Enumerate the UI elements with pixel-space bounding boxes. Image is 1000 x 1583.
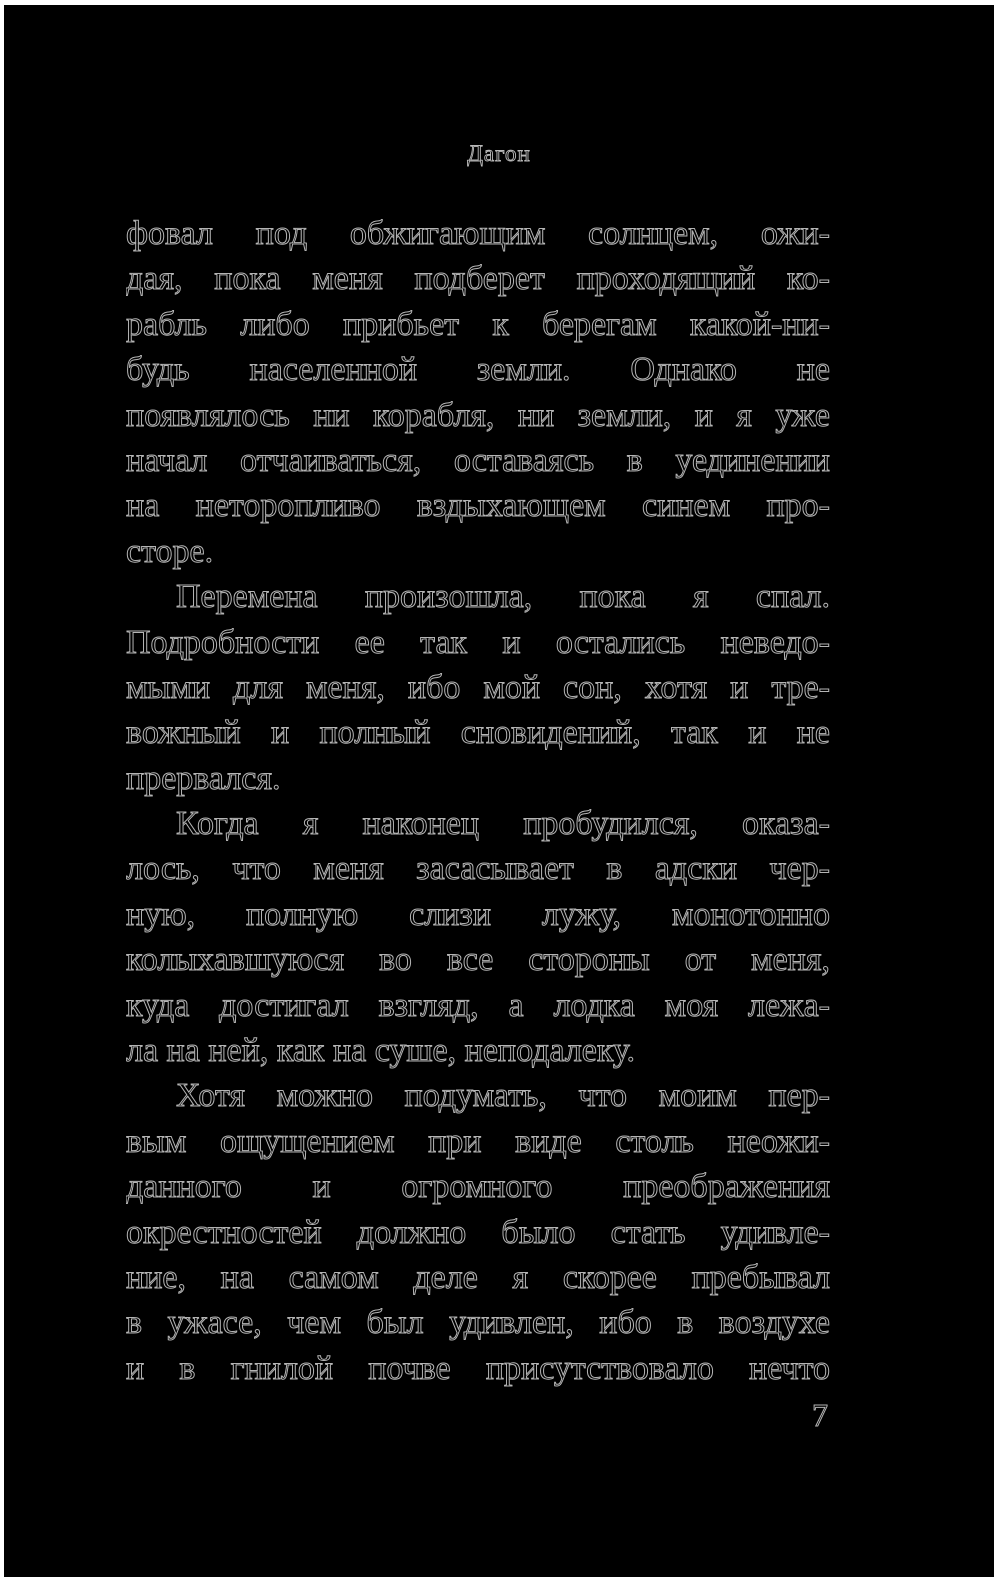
text-line: вожный и полный сновидений, так и не — [126, 714, 830, 752]
text-line: фовал под обжигающим солнцем, ожи- — [126, 215, 830, 252]
text-line: сторе. — [126, 532, 214, 570]
text-line: Хотя можно подумать, что моим пер- — [176, 1077, 830, 1115]
text-line: и в гнилой почве присутствовало нечто — [126, 1349, 830, 1387]
text-line: колыхавшуюся во все стороны от меня, — [126, 941, 830, 979]
text-line: появлялось ни корабля, ни земли, и я уже — [126, 396, 830, 434]
text-line: прервался. — [126, 759, 281, 797]
text-line: окрестностей должно было стать удивле- — [126, 1213, 830, 1251]
book-page — [4, 5, 994, 1577]
page-number: 7 — [812, 1397, 828, 1433]
text-line: данного и огромного преображения — [126, 1168, 830, 1206]
text-line: Когда я наконец пробудился, оказа- — [176, 805, 830, 843]
text-line: Подробности ее так и остались неведо- — [126, 623, 830, 661]
text-line: ние, на самом деле я скорее пребывал — [126, 1258, 830, 1296]
text-line: куда достигал взгляд, а лодка моя лежа- — [126, 986, 830, 1024]
text-line: ную, полную слизи лужу, монотонно — [126, 895, 830, 933]
text-line: мыми для меня, ибо мой сон, хотя и тре- — [126, 668, 830, 706]
text-line: вым ощущением при виде столь неожи- — [126, 1122, 830, 1160]
body-text — [126, 211, 830, 1391]
text-line: Перемена произошла, пока я спал. — [176, 578, 830, 616]
running-title: Дагон — [467, 141, 531, 166]
text-line: начал отчаиваться, оставаясь в уединении — [126, 441, 830, 479]
text-line: лось, что меня засасывает в адски чер- — [126, 850, 830, 888]
text-line: в ужасе, чем был удивлен, ибо в воздухе — [126, 1304, 830, 1342]
text-line: дая, пока меня подберет проходящий ко- — [126, 260, 830, 298]
text-line: рабль либо прибьет к берегам какой-ни- — [126, 305, 830, 343]
text-line: на неторопливо вздыхающем синем про- — [126, 487, 830, 525]
text-line: будь населенной земли. Однако не — [126, 351, 830, 389]
text-line: ла на ней, как на суше, неподалеку. — [126, 1032, 636, 1070]
